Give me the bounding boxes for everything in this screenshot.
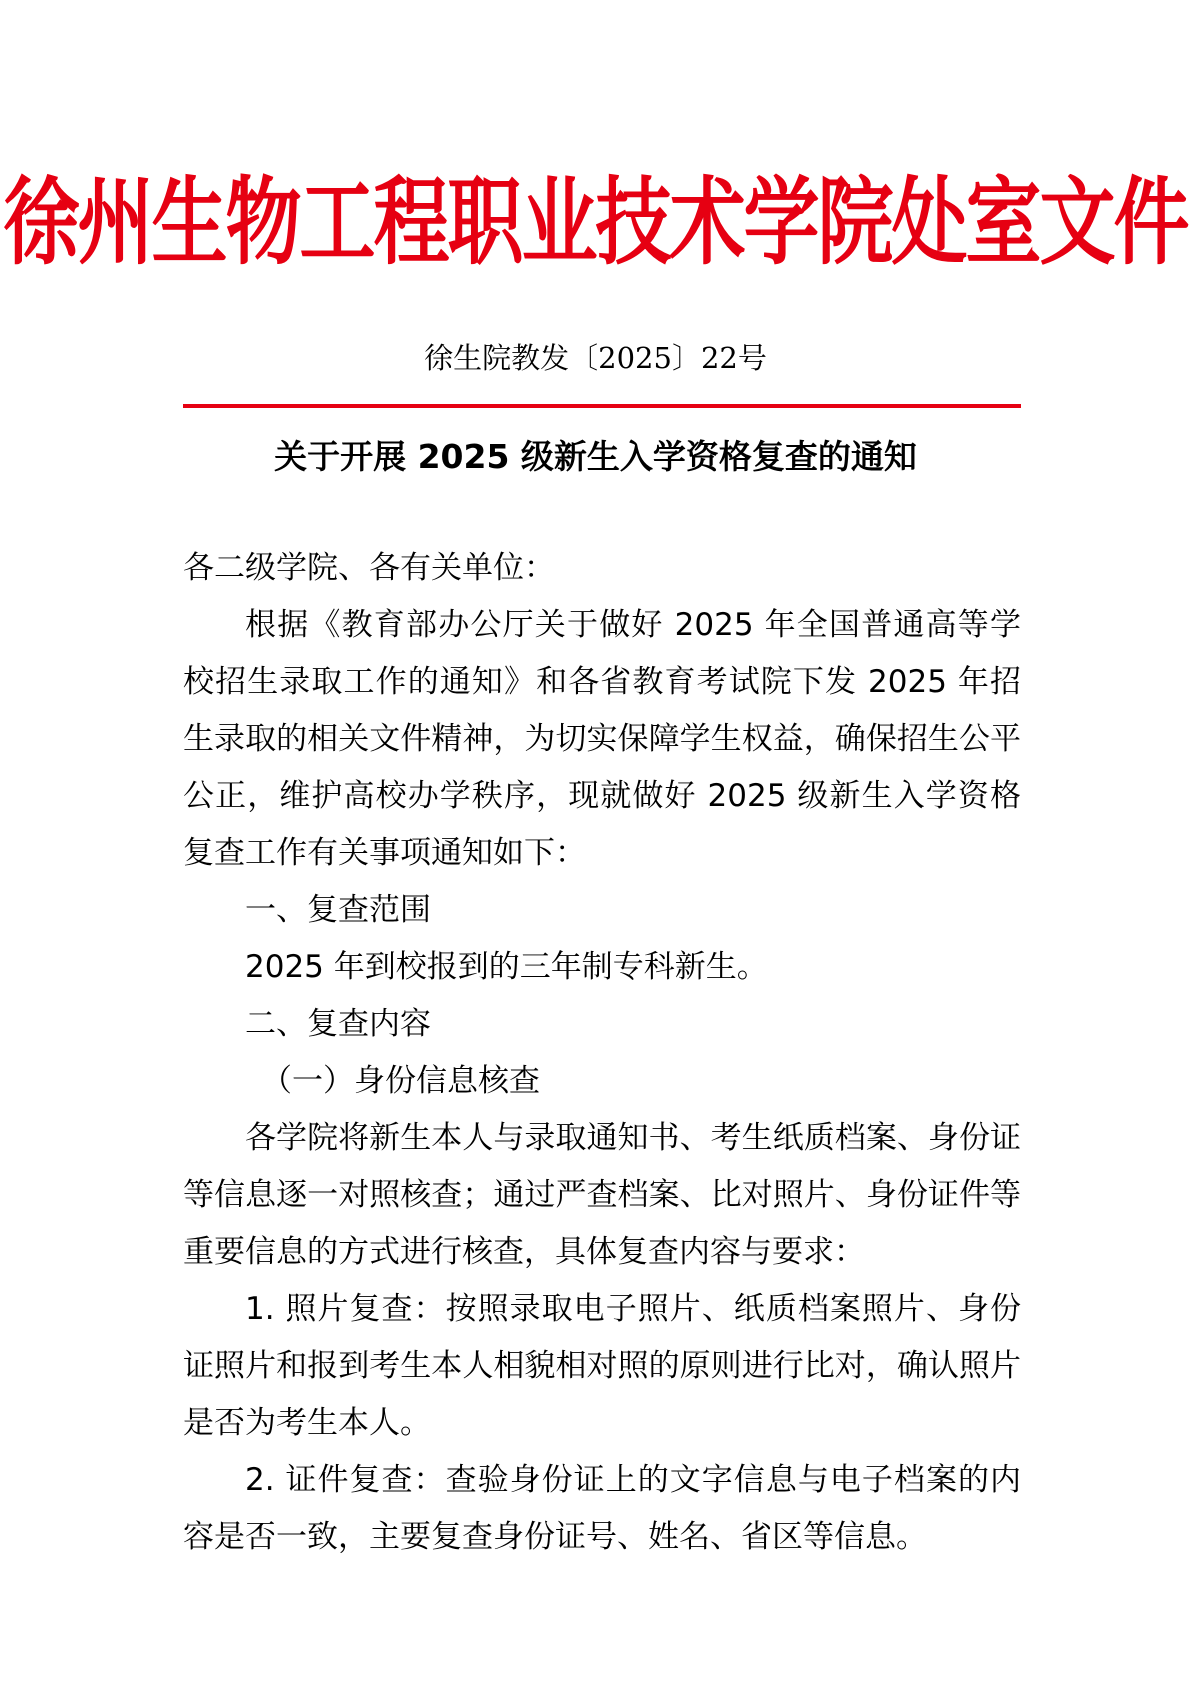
section-heading-scope: 一、复查范围: [245, 892, 431, 928]
notice-title: 关于开展 2025 级新生入学资格复查的通知: [274, 437, 917, 476]
paragraph-scope: 2025 年到校报到的三年制专科新生。: [245, 949, 768, 985]
paragraph-identity-check: 各学院将新生本人与录取通知书、考生纸质档案、身份证等信息逐一对照核查；通过严查档案、比对照片、身份证件等重要信息的方式进行核查，具体复查内容与要求：: [183, 1120, 1021, 1270]
document-number: 徐生院教发〔2025〕22号: [424, 341, 767, 375]
subsection-heading-identity: （一）身份信息核查: [261, 1063, 540, 1099]
salutation: 各二级学院、各有关单位：: [183, 550, 555, 586]
red-separator-line: [183, 404, 1021, 408]
notice-body: [183, 540, 1021, 1566]
list-item-photo-check: 1. 照片复查：按照录取电子照片、纸质档案照片、身份证照片和报到考生本人相貌相对照的原则进行比对，确认照片是否为考生本人。: [183, 1291, 1021, 1441]
list-item-id-check: 2. 证件复查：查验身份证上的文字信息与电子档案的内容是否一致，主要复查身份证号、姓名、省区等信息。: [183, 1462, 1021, 1555]
masthead-title: 徐州生物工程职业技术学院处室文件: [3, 166, 1188, 278]
section-heading-content: 二、复查内容: [245, 1006, 431, 1042]
paragraph-intro: 根据《教育部办公厅关于做好 2025 年全国普通高等学校招生录取工作的通知》和各省教育考试院下发 2025 年招生录取的相关文件精神，为切实保障学生权益，确保招生公平公正，维护高校办学秩序，现就做好 2025 级新生入学资格复查工作有关事项通知如下：: [183, 607, 1021, 871]
